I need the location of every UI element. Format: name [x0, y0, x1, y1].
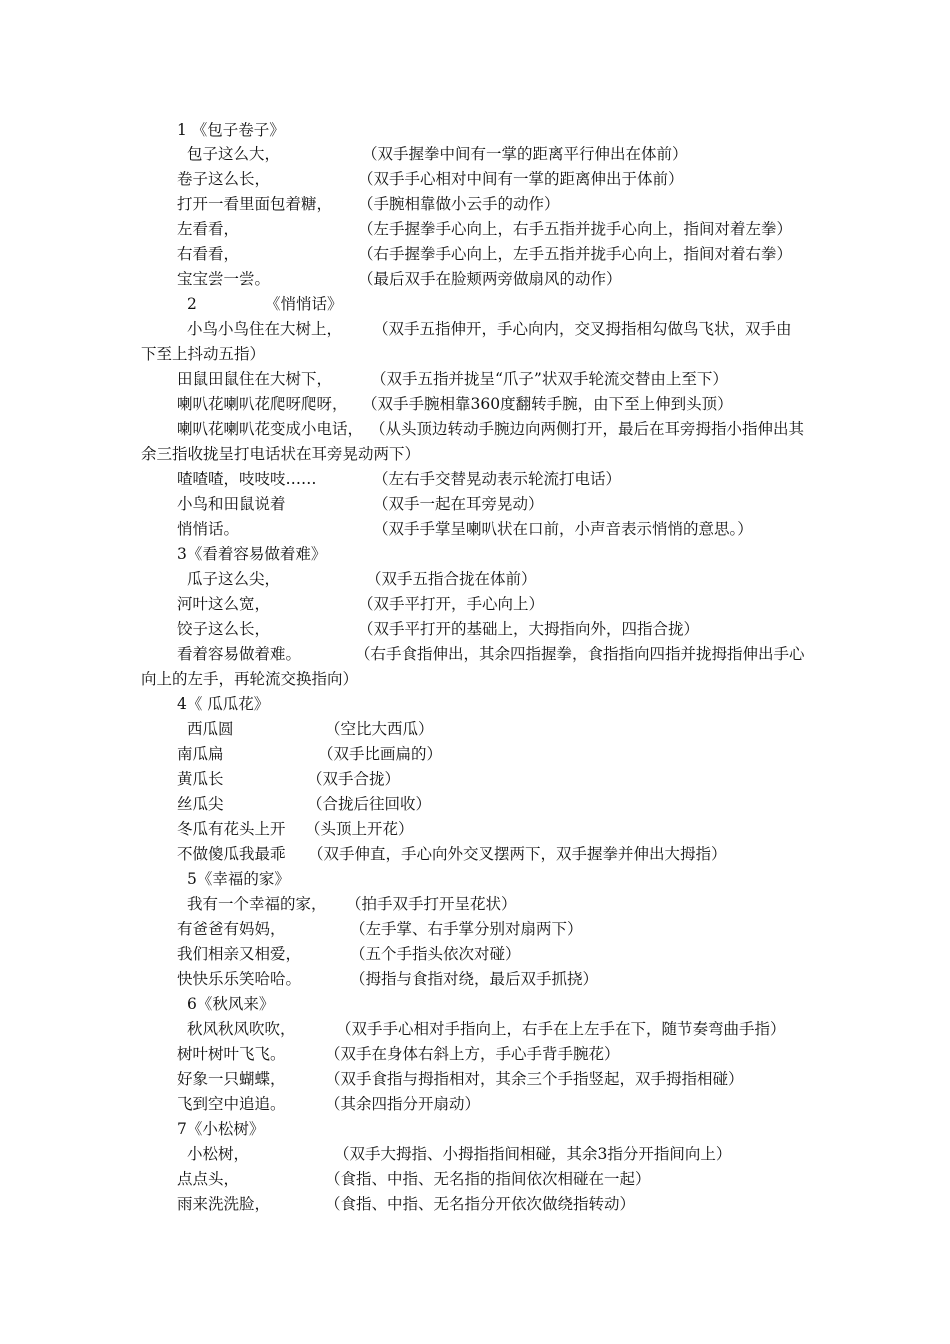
action-note: （左右手交替晃动表示轮流打电话）: [373, 470, 622, 488]
lyric-line: 喇叭花喇叭花变成小电话，: [177, 420, 364, 438]
lyric-line: 河叶这么宽，: [177, 595, 271, 613]
lyric-line: 喳喳喳，吱吱吱……: [177, 470, 317, 488]
action-note: （最后双手在脸颊两旁做扇风的动作）: [358, 270, 622, 288]
action-note: （右手握拳手心向上，左手五指并拢手心向上，指间对着右拳）: [358, 245, 793, 263]
action-note: （双手握拳中间有一掌的距离平行伸出在体前）: [362, 145, 688, 163]
lyric-line: 秋风秋风吹吹，: [187, 1020, 296, 1038]
lyric-line: 瓜子这么尖，: [187, 570, 281, 588]
action-note: （手腕相靠做小云手的动作）: [358, 195, 560, 213]
lyric-line: 点点头，: [177, 1170, 240, 1188]
lyric-line: 饺子这么长，: [177, 620, 271, 638]
lyric-line: 左看看，: [177, 220, 240, 238]
lyric-line: 小松树，: [187, 1145, 250, 1163]
lyric-line: 卷子这么长，: [177, 170, 271, 188]
action-note: （左手掌、右手掌分别对扇两下）: [350, 920, 583, 938]
action-note: （食指、中指、无名指的指间依次相碰在一起）: [325, 1170, 651, 1188]
lyric-line: 打开一看里面包着糖，: [177, 195, 333, 213]
action-note: （头顶上开花）: [305, 820, 414, 838]
action-note: （拇指与食指对绕，最后双手抓挠）: [350, 970, 599, 988]
lyric-line: 宝宝尝一尝。: [177, 270, 271, 288]
action-note: （食指、中指、无名指分开依次做绕指转动）: [325, 1195, 636, 1213]
action-note: （右手食指伸出，其余四指握拳，食指指向四指并拢拇指伸出手心: [355, 645, 805, 663]
lyric-line: 看着容易做着难。: [177, 645, 302, 663]
action-note: （双手伸直，手心向外交叉摆两下，双手握拳并伸出大拇指）: [308, 845, 727, 863]
lyric-line: 冬瓜有花头上开: [177, 820, 286, 838]
lyric-line: 喇叭花喇叭花爬呀爬呀，: [177, 395, 348, 413]
lyric-line: 西瓜圆: [187, 720, 234, 738]
action-note-cont: 余三指收拢呈打电话状在耳旁晃动两下）: [141, 445, 421, 463]
song-number: 2: [187, 295, 197, 313]
action-note: （双手手心相对手指向上，右手在上左手在下，随节奏弯曲手指）: [336, 1020, 786, 1038]
lyric-line: 有爸爸有妈妈，: [177, 920, 286, 938]
lyric-line: 小鸟小鸟住在大树上，: [187, 320, 343, 338]
song-title: 《悄悄话》: [265, 295, 343, 313]
action-note: （双手比画扁的）: [318, 745, 443, 763]
action-note: （双手五指合拢在体前）: [366, 570, 537, 588]
action-note: （空比大西瓜）: [325, 720, 434, 738]
action-note: （五个手指头依次对碰）: [350, 945, 521, 963]
action-note: （双手平打开的基础上，大拇指向外，四指合拢）: [358, 620, 700, 638]
action-note: （双手合拢）: [307, 770, 401, 788]
action-note: （左手握拳手心向上，右手五指并拢手心向上，指间对着左拳）: [358, 220, 793, 238]
action-note: （双手手心相对中间有一掌的距离伸出于体前）: [358, 170, 684, 188]
lyric-line: 田鼠田鼠住在大树下，: [177, 370, 333, 388]
action-note: （双手手掌呈喇叭状在口前，小声音表示悄悄的意思。）: [373, 520, 753, 538]
lyric-line: 小鸟和田鼠说着: [177, 495, 286, 513]
lyric-line: 丝瓜尖: [177, 795, 224, 813]
action-note: （双手一起在耳旁晃动）: [373, 495, 544, 513]
lyric-line: 南瓜扁: [177, 745, 224, 763]
action-note: （双手平打开，手心向上）: [358, 595, 545, 613]
action-note: （其余四指分开扇动）: [325, 1095, 481, 1113]
lyric-line: 不做傻瓜我最乖: [177, 845, 286, 863]
song-heading: 5《幸福的家》: [187, 870, 290, 888]
song-heading: 1 《包子卷子》: [177, 121, 285, 139]
song-heading: 3《看着容易做着难》: [177, 545, 327, 563]
lyric-line: 我有一个幸福的家，: [187, 895, 327, 913]
lyric-line: 黄瓜长: [177, 770, 224, 788]
action-note-cont: 下至上抖动五指）: [141, 345, 266, 363]
action-note: （双手食指与拇指相对，其余三个手指竖起，双手拇指相碰）: [325, 1070, 744, 1088]
lyric-line: 雨来洗洗脸，: [177, 1195, 271, 1213]
action-note: （双手在身体右斜上方，手心手背手腕花）: [325, 1045, 620, 1063]
action-note: （合拢后往回收）: [307, 795, 432, 813]
lyric-line: 包子这么大，: [187, 145, 281, 163]
action-note: （双手五指并拢呈“爪子”状双手轮流交替由上至下）: [371, 370, 728, 388]
lyric-line: 快快乐乐笑哈哈。: [177, 970, 302, 988]
song-heading: 7《小松树》: [177, 1120, 265, 1138]
lyric-line: 树叶树叶飞飞。: [177, 1045, 286, 1063]
lyric-line: 好象一只蝴蝶，: [177, 1070, 286, 1088]
action-note: （拍手双手打开呈花状）: [346, 895, 517, 913]
action-note: （双手五指伸开，手心向内，交叉拇指相勾做鸟飞状，双手由: [373, 320, 792, 338]
action-note: （双手大拇指、小拇指指间相碰，其余3指分开指间向上）: [334, 1145, 732, 1163]
action-note-cont: 向上的左手，再轮流交换指向）: [141, 670, 359, 688]
song-heading: 4《 瓜瓜花》: [177, 695, 270, 713]
action-note: （从头顶边转动手腕边向两侧打开，最后在耳旁拇指小指伸出其: [370, 420, 805, 438]
lyric-line: 悄悄话。: [177, 520, 240, 538]
action-note: （双手手腕相靠360度翻转手腕，由下至上伸到头顶）: [362, 395, 733, 413]
song-heading: 6《秋风来》: [187, 995, 275, 1013]
lyric-line: 右看看，: [177, 245, 240, 263]
lyric-line: 飞到空中追追。: [177, 1095, 286, 1113]
lyric-line: 我们相亲又相爱，: [177, 945, 302, 963]
